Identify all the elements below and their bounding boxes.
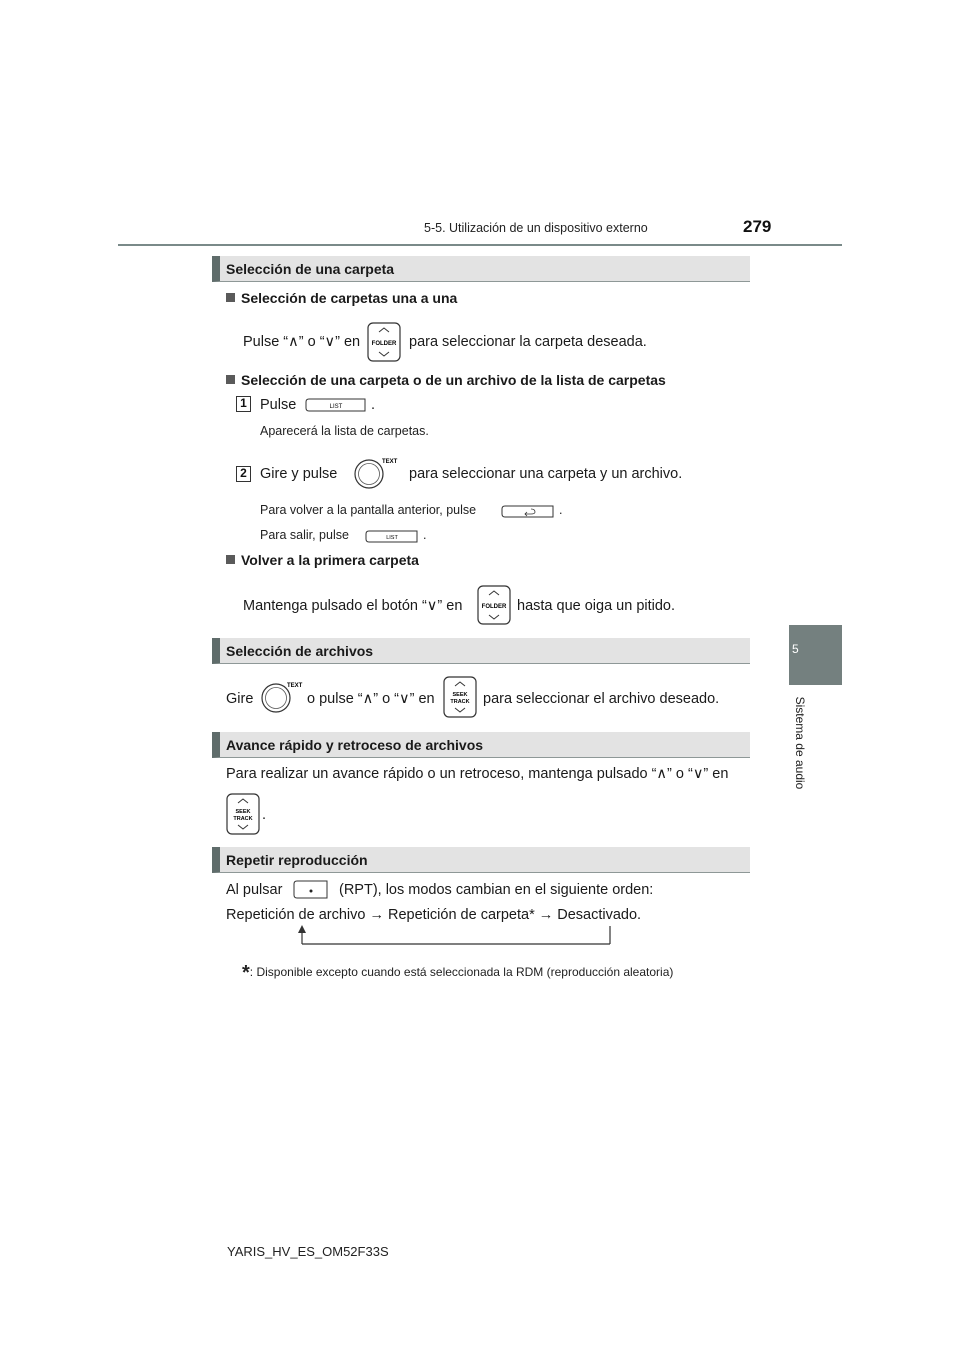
instruction-text: Gire (226, 691, 254, 707)
subsection-title: Volver a la primera carpeta (226, 552, 419, 568)
instruction-text: hasta que oiga un pitido. (517, 598, 676, 614)
instruction-text: para seleccionar una carpeta y un archivo. (409, 466, 683, 482)
folder-button-icon (367, 322, 401, 362)
section-title-archivos: Selección de archivos (212, 638, 750, 664)
seek-track-button-icon (443, 676, 477, 718)
instruction-text: para seleccionar la carpeta deseada. (409, 334, 647, 350)
back-button-icon (501, 505, 555, 518)
note-text: . (423, 528, 427, 542)
section-title-carpeta: Selección de una carpeta (212, 256, 750, 282)
footnote: *: Disponible excepto cuando está seleccionada la RDM (reproducción aleatoria) (242, 962, 674, 984)
step-note: Aparecerá la lista de carpetas. (260, 424, 429, 438)
instruction-text: Pulse (260, 397, 297, 413)
instruction-text: o pulse “∧” o “∨” en (307, 691, 435, 707)
note-text: Para salir, pulse (260, 528, 349, 542)
instruction-text: Para realizar un avance rápido o un retroceso, mantenga pulsado “∧” o “∨” en (226, 766, 729, 782)
square-bullet-icon (226, 555, 235, 564)
svg-text:SEEK: SEEK (235, 809, 251, 815)
instruction-text: para seleccionar el archivo deseado. (483, 691, 720, 707)
svg-text:LIST: LIST (329, 404, 343, 410)
instruction-text: Al pulsar (226, 882, 283, 898)
section-title-repetir: Repetir reproducción (212, 847, 750, 873)
svg-text:TEXT: TEXT (287, 683, 303, 689)
chapter-number: 5 (792, 642, 799, 656)
section-title-avance: Avance rápido y retroceso de archivos (212, 732, 750, 758)
instruction-text: (RPT), los modos cambian en el siguiente orden: (339, 882, 654, 898)
chapter-label: Sistema de audio (793, 696, 807, 790)
square-bullet-icon (226, 375, 235, 384)
instruction-text: . (371, 397, 376, 413)
folder-button-icon (477, 585, 511, 625)
cycle-arrow-icon (296, 924, 616, 948)
seek-track-button-icon (226, 793, 260, 835)
square-bullet-icon (226, 293, 235, 302)
svg-text:LIST: LIST (386, 535, 398, 541)
step-number-1: 1 (236, 396, 251, 412)
subsection-title: Selección de carpetas una a una (226, 290, 457, 306)
instruction-text: Pulse “∧” o “∨” en (243, 334, 361, 350)
instruction-text: . (262, 807, 267, 823)
page-number: 279 (743, 217, 772, 236)
list-button-icon (365, 530, 419, 543)
step-number-2: 2 (236, 466, 251, 482)
instruction-text: Mantenga pulsado el botón “∨” en (243, 598, 463, 614)
note-text: Para volver a la pantalla anterior, pulse (260, 503, 477, 517)
svg-text:FOLDER: FOLDER (481, 604, 507, 610)
svg-text:TRACK: TRACK (233, 816, 253, 822)
svg-text:TEXT: TEXT (382, 459, 398, 465)
instruction-text: Gire y pulse (260, 466, 338, 482)
subsection-title: Selección de una carpeta o de un archivo de la lista de carpetas (226, 372, 666, 388)
text-knob-icon (352, 456, 398, 490)
note-text: . (559, 503, 563, 517)
svg-text:SEEK: SEEK (452, 692, 468, 698)
section-header: 5-5. Utilización de un dispositivo externo (424, 221, 648, 235)
repeat-order-text: Repetición de archivo → Repetición de carpeta* → Desactivado. (226, 907, 642, 923)
rpt-button-icon (293, 880, 329, 900)
svg-text:TRACK: TRACK (450, 699, 470, 705)
document-code: YARIS_HV_ES_OM52F33S (227, 1244, 389, 1259)
list-button-icon (305, 398, 367, 412)
svg-text:FOLDER: FOLDER (371, 341, 397, 347)
header-divider (118, 244, 842, 246)
text-knob-icon (259, 680, 301, 714)
